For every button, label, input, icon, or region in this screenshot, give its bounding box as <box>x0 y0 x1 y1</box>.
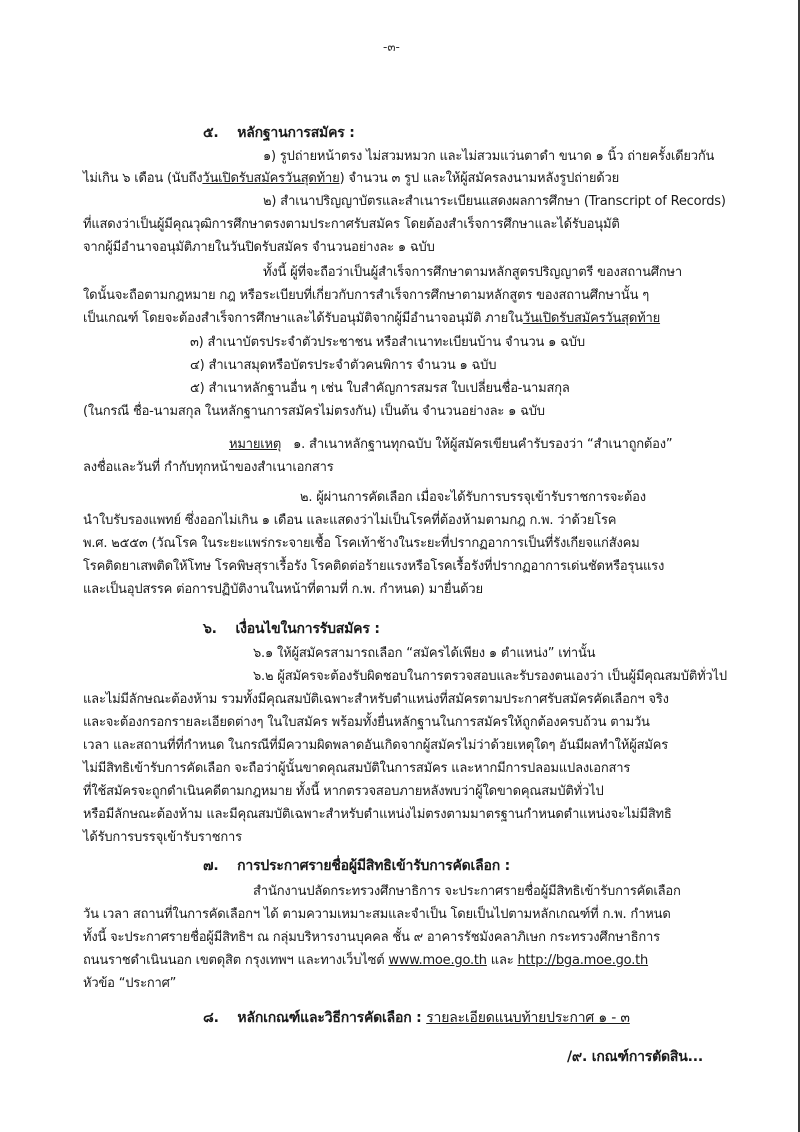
page-number: -๓- <box>383 40 400 54</box>
section-title: การประกาศรายชื่อผู้มีสิทธิเข้ารับการคัดเลือก : <box>237 858 511 874</box>
evidence-item-5-line-2: (ในกรณี ชื่อ-นามสกุล ในหลักฐานการสมัครไม่ตรงกัน) เป็นต้น จำนวนอย่างละ ๑ ฉบับ <box>83 404 545 419</box>
section-title: หลักเกณฑ์และวิธีการคัดเลือก : <box>237 1010 427 1026</box>
condition-6-2-line-3: และจะต้องกรอกรายละเอียดต่างๆ ในใบสมัคร พร้อมทั้งยื่นหลักฐานในการสมัครให้ถูกต้องครบถ้วน ตามวัน <box>83 715 650 730</box>
condition-6-2-line-8: ได้รับการบรรจุเข้ารับราชการ <box>83 830 242 845</box>
announcement-line-1: สำนักงานปลัดกระทรวงศึกษาธิการ จะประกาศรายชื่อผู้มีสิทธิเข้ารับการคัดเลือก <box>253 884 681 899</box>
announcement-line-2: วัน เวลา สถานที่ในการคัดเลือกฯ ได้ ตามความเหมาะสมและจำเป็น โดยเป็นไปตามหลักเกณฑ์ที่ ก.พ. กำหนด <box>83 907 671 922</box>
evidence-item-1-line-1: ๑) รูปถ่ายหน้าตรง ไม่สวมหมวก และไม่สวมแว่นตาดำ ขนาด ๑ นิ้ว ถ่ายครั้งเดียวกัน <box>263 149 715 164</box>
evidence-item-4: ๔) สำเนาสมุดหรือบัตรประจำตัวคนพิการ จำนวน ๑ ฉบับ <box>190 358 497 373</box>
remark-2-line-4: โรคติดยาเสพติดให้โทษ โรคพิษสุราเรื้อรัง โรคติดต่อร้ายแรงหรือโรคเรื้อรังที่ปรากฏอาการเด่นชัดหรือรุนแรง <box>83 559 665 574</box>
remark-label: หมายเหตุ <box>229 437 282 452</box>
section-title: เงื่อนไขในการรับสมัคร : <box>235 621 380 637</box>
section-number: ๖. <box>203 621 217 637</box>
text: ๑. สำเนาหลักฐานทุกฉบับ ให้ผู้สมัครเขียนคำรับรองว่า “สำเนาถูกต้อง” <box>293 437 673 452</box>
text: ถนนราชดำเนินนอก เขตดุสิต กรุงเทพฯ และทางเว็บไซต์ <box>83 953 389 968</box>
condition-6-1: ๖.๑ ให้ผู้สมัครสามารถเลือก “สมัครได้เพียง ๑ ตำแหน่ง” เท่านั้น <box>253 646 596 661</box>
evidence-item-1-line-2 <box>83 170 619 188</box>
evidence-item-2-line-3: จากผู้มีอำนาจอนุมัติภายในวันปิดรับสมัคร จำนวนอย่างละ ๑ ฉบับ <box>83 240 435 255</box>
remark-2-line-2: นำใบรับรองแพทย์ ซึ่งออกไม่เกิน ๑ เดือน และแสดงว่าไม่เป็นโรคที่ต้องห้ามตามกฎ ก.พ. ว่าด้วยโรค <box>83 513 617 528</box>
remark-1-line-2: ลงชื่อและวันที่ กำกับทุกหน้าของสำเนาเอกสาร <box>83 460 334 475</box>
underlined-date-text: วันเปิดรับสมัครวันสุดท้าย <box>522 311 661 326</box>
evidence-item-5-line-1: ๕) สำเนาหลักฐานอื่น ๆ เช่น ใบสำคัญการสมรส ใบเปลี่ยนชื่อ-นามสกุล <box>190 381 570 396</box>
announcement-line-4 <box>83 952 648 970</box>
condition-6-2-line-4: เวลา และสถานที่ที่กำหนด ในกรณีที่มีความผิดพลาดอันเกิดจากผู้สมัครไม่ว่าด้วยเหตุใดๆ อันมีผลทำให้ผู้สมัคร <box>83 738 668 753</box>
section-7-heading <box>203 857 510 875</box>
criteria-detail-reference: รายละเอียดแนบท้ายประกาศ ๑ - ๓ <box>426 1010 630 1026</box>
condition-6-2-line-6: ที่ใช้สมัครจะถูกดำเนินคดีตามกฎหมาย ทั้งนี้ หากตรวจสอบภายหลังพบว่าผู้ใดขาดคุณสมบัติทั่วไป <box>83 784 604 799</box>
remark-1-line-1 <box>229 436 672 454</box>
section-number: ๗. <box>203 858 219 874</box>
text: ไม่เกิน ๖ เดือน (นับถึง <box>83 171 203 186</box>
section-5-heading <box>203 124 355 142</box>
section-8-heading <box>203 1009 630 1027</box>
graduation-note-line-1: ทั้งนี้ ผู้ที่จะถือว่าเป็นผู้สำเร็จการศึกษาตามหลักสูตรปริญญาตรี ของสถานศึกษา <box>263 265 682 280</box>
remark-2-line-1: ๒. ผู้ผ่านการคัดเลือก เมื่อจะได้รับการบรรจุเข้ารับราชการจะต้อง <box>300 490 646 505</box>
evidence-item-3: ๓) สำเนาบัตรประจำตัวประชาชน หรือสำเนาทะเบียนบ้าน จำนวน ๑ ฉบับ <box>190 335 585 350</box>
section-title: หลักฐานการสมัคร : <box>237 125 355 141</box>
moe-website-link[interactable]: www.moe.go.th <box>388 953 487 968</box>
evidence-item-2-line-2: ที่แสดงว่าเป็นผู้มีคุณวุฒิการศึกษาตรงตามประกาศรับสมัคร โดยต้องสำเร็จการศึกษาและได้รับอนุมัติ <box>83 217 620 232</box>
evidence-item-2-line-1: ๒) สำเนาปริญญาบัตรและสำเนาระเบียนแสดงผลการศึกษา (Transcript of Records) <box>263 194 726 209</box>
text: และ <box>486 953 518 968</box>
text: เป็นเกณฑ์ โดยจะต้องสำเร็จการศึกษาและได้รับอนุมัติจากผู้มีอำนาจอนุมัติ ภายใน <box>83 311 523 326</box>
graduation-note-line-2: ใดนั้นจะถือตามกฎหมาย กฎ หรือระเบียบที่เกี่ยวกับการสำเร็จการศึกษาตามหลักสูตร ของสถานศึกษานั้น ๆ <box>83 288 649 303</box>
section-number: ๘. <box>203 1010 219 1026</box>
announcement-line-3: ทั้งนี้ จะประกาศรายชื่อผู้มีสิทธิฯ ณ กลุ่มบริหารงานบุคคล ชั้น ๙ อาคารรัชมังคลาภิเษก กระทรวงศึกษาธิการ <box>83 930 660 945</box>
section-6-heading <box>203 620 380 638</box>
announcement-line-5: หัวข้อ “ประกาศ” <box>83 976 177 991</box>
condition-6-2-line-2: และไม่มีลักษณะต้องห้าม รวมทั้งมีคุณสมบัติเฉพาะสำหรับตำแหน่งที่สมัครตามประกาศรับสมัครคัดเลือกฯ จริง <box>83 692 669 707</box>
section-number: ๕. <box>203 125 219 141</box>
bga-website-link[interactable]: http://bga.moe.go.th <box>517 953 649 968</box>
condition-6-2-line-5: ไม่มีสิทธิเข้ารับการคัดเลือก จะถือว่าผู้นั้นขาดคุณสมบัติในการสมัคร และหากมีการปลอมแปลงเอกสาร <box>83 761 631 776</box>
condition-6-2-line-7: หรือมีลักษณะต้องห้าม และมีคุณสมบัติเฉพาะสำหรับตำแหน่งไม่ตรงตามมาตรฐานกำหนดตำแหน่งจะไม่มีสิทธิ <box>83 807 672 822</box>
remark-2-line-3: พ.ศ. ๒๕๕๓ (วัณโรค ในระยะแพร่กระจายเชื้อ โรคเท้าช้างในระยะที่ปรากฏอาการเป็นที่รังเกียจแก่สังคม <box>83 536 640 551</box>
continuation-marker: /๙. เกณฑ์การตัดสิน... <box>567 1049 703 1065</box>
text: ) จำนวน ๓ รูป และให้ผู้สมัครลงนามหลังรูปถ่ายด้วย <box>339 171 620 186</box>
condition-6-2-line-1: ๖.๒ ผู้สมัครจะต้องรับผิดชอบในการตรวจสอบและรับรองตนเองว่า เป็นผู้มีคุณสมบัติทั่วไป <box>253 669 727 684</box>
remark-2-line-5: และเป็นอุปสรรค ต่อการปฏิบัติงานในหน้าที่ตามที่ ก.พ. กำหนด) มายื่นด้วย <box>83 582 483 597</box>
graduation-note-line-3 <box>83 310 660 328</box>
underlined-date-text: วันเปิดรับสมัครวันสุดท้าย <box>202 171 340 186</box>
